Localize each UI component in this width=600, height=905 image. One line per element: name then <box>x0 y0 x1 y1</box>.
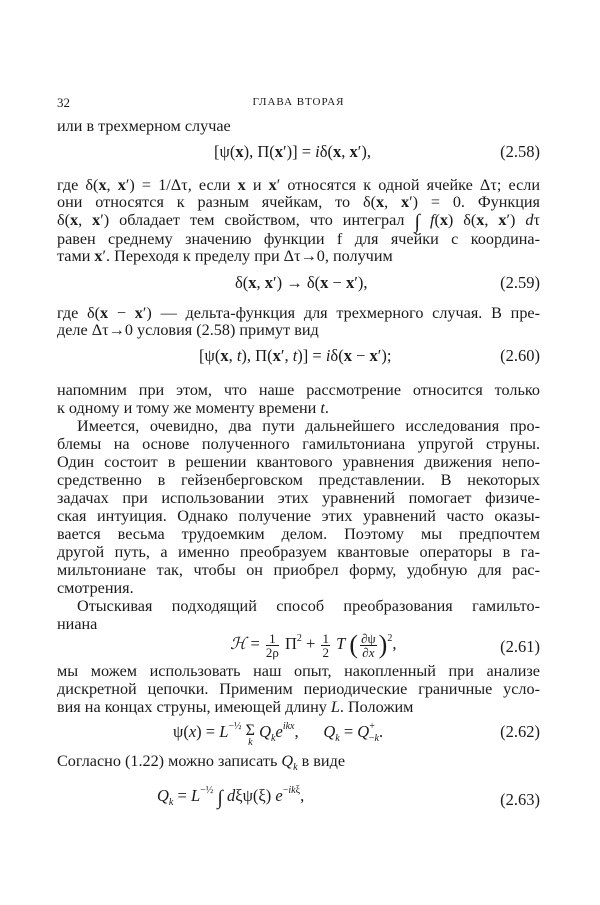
text-line: ниана <box>57 615 98 633</box>
text-line: мильтониане так, чтобы он приобрел форму, удобную для рас- <box>57 561 540 579</box>
equation-2-60 <box>57 346 540 370</box>
text-line: где δ(x − x′) — дельта-функция для трехмерного случая. В пре- <box>57 304 540 322</box>
text-line: δ(x, x′) обладает тем свойством, что интеграл ∫ f(x) δ(x, x′) dτ <box>57 211 541 233</box>
running-header <box>57 95 540 111</box>
equation-2-62 <box>57 718 540 748</box>
equation-2-59 <box>57 273 540 297</box>
text-line: смотрения. <box>57 579 134 597</box>
text-line: Отыскивая подходящий способ преобразования гамильто- <box>77 597 540 615</box>
equation-2-63 <box>57 784 540 814</box>
text-line: вается весьма трудоемким делом. Поэтому мы предпочтем <box>57 525 540 543</box>
equation-number: (2.62) <box>500 722 540 741</box>
equation-body: $\psi(x) = L^{-\frac{1}{2}}$ Σ k $Q_ke^{ikx}$, $Q_k = Q^+_{-k}$. <box>173 721 384 748</box>
text-line: Имеется, очевидно, два пути дальнейшего исследования про- <box>77 417 540 435</box>
text-line: блемы на основе полученного гамильтониана упругой струны. <box>57 435 540 453</box>
text-line: тами x′. Переходя к пределу при Δτ→0, получим <box>57 247 393 265</box>
equation-number: (2.58) <box>500 142 540 161</box>
text-line: или в трехмерном случае <box>57 117 231 135</box>
equation-body: ℋ = $\frac{1}{2\rho}$ $\Pi^2$ + $\frac{1}{2}$ T ( $\frac{\partial\psi}{\partial x}$ )$^2$, <box>230 630 397 660</box>
equation-body: δ(x, x′) → δ(x − x′), <box>235 273 368 292</box>
text-line: дискретной цепочки. Применим периодические граничные усло- <box>57 680 540 698</box>
text-line: они относятся к разным ячейкам, то δ(x, x′) = 0. Функция <box>57 193 541 211</box>
equation-body: [ψ(x, t), Π(x′, t)] = iδ(x − x′); <box>199 346 392 365</box>
text-line: деле Δτ→0 условия (2.58) примут вид <box>57 321 319 339</box>
equation-2-61 <box>57 624 540 662</box>
equation-number: (2.63) <box>500 790 540 809</box>
text-line: ская интуиция. Однако получение этих уравнений часто оказы- <box>57 507 540 525</box>
equation-number: (2.59) <box>500 273 540 292</box>
text-line: где δ(x, x′) = 1/Δτ, если x и x′ относятся к одной ячейке Δτ; если <box>57 176 540 194</box>
text-line: мы можем использовать наш опыт, накопленный при анализе <box>57 662 540 680</box>
equation-body: [ψ(x), Π(x′)] = iδ(x, x′), <box>214 142 371 161</box>
equation-number: (2.60) <box>500 346 540 365</box>
equation-2-58 <box>57 142 540 166</box>
text-line: Согласно (1.22) можно записать $Q_k$ в виде <box>57 752 346 773</box>
text-line: напомним при этом, что наше рассмотрение относится только <box>57 381 540 399</box>
page-number: 32 <box>57 95 70 110</box>
text-line: другой путь, а именно преобразуем квантовые операторы в га- <box>57 543 540 561</box>
text-line: задачах при использовании этих уравнений помогает физиче- <box>57 489 540 507</box>
chapter-title: ГЛАВА ВТОРАЯ <box>252 96 345 108</box>
equation-number: (2.61) <box>500 637 540 656</box>
text-line: средственно в гейзенберговском представлении. В некоторых <box>57 471 540 489</box>
equation-body: $Q_k = L^{-\frac{1}{2}}$ ∫ dξψ(ξ) $e^{-ik\xi}$, <box>157 785 305 809</box>
text-line: к одному и тому же моменту времени t. <box>57 399 329 417</box>
text-line: вия на концах струны, имеющей длину L. Положим <box>57 698 414 716</box>
text-line: равен среднему значению функции f для ячейки с координа- <box>57 230 540 248</box>
text-line: Один состоит в решении квантового уравнения движения непо- <box>57 453 540 471</box>
